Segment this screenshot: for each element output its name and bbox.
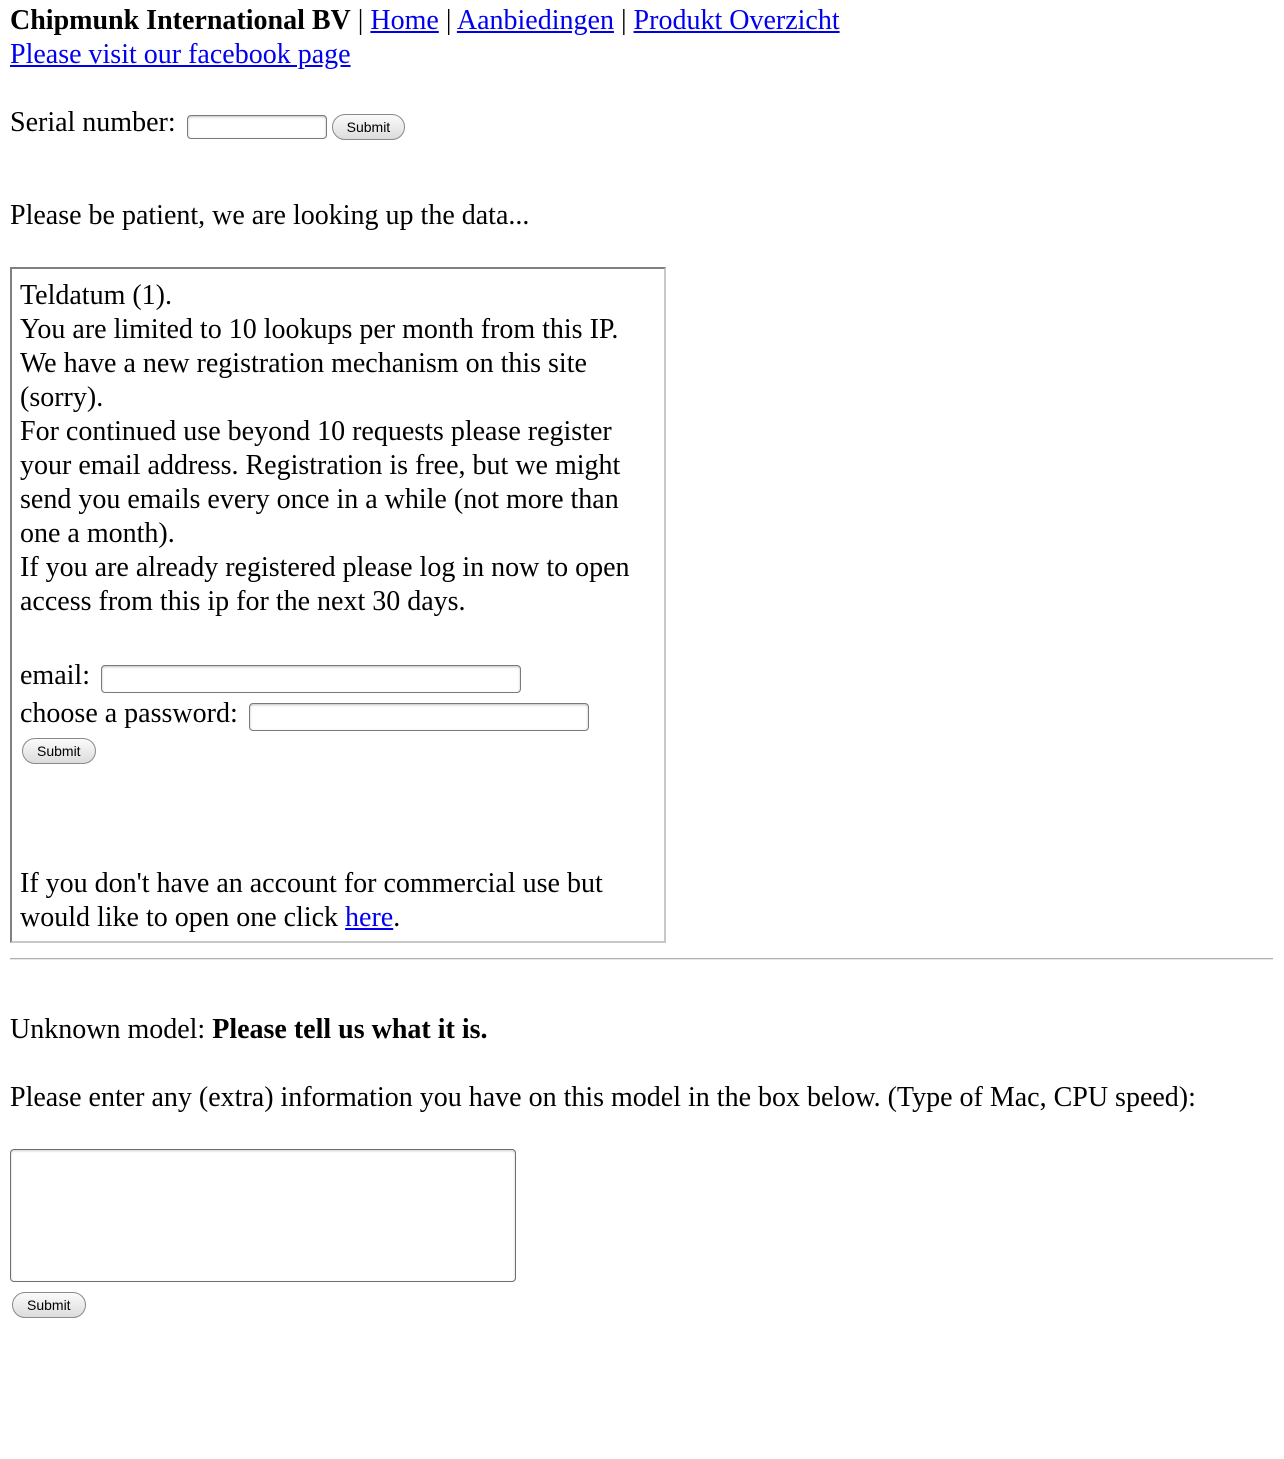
limit-text: You are limited to 10 lookups per month from this IP. bbox=[20, 314, 619, 345]
commercial-account-link[interactable]: here bbox=[345, 902, 394, 933]
serial-form bbox=[10, 106, 405, 140]
nav-separator: | bbox=[350, 5, 371, 36]
nav-separator: | bbox=[613, 5, 634, 36]
email-label: email: bbox=[20, 660, 90, 691]
model-info-submit-button[interactable]: Submit bbox=[12, 1292, 86, 1318]
facebook-row bbox=[10, 38, 1274, 72]
brand-name: Chipmunk International BV bbox=[10, 5, 351, 36]
register-info-text: For continued use beyond 10 requests please register your email address. Registration is free, but we might send you emails every once in a while (not more than one a month). bbox=[20, 416, 621, 549]
divider bbox=[10, 958, 1273, 960]
product-overview-link[interactable]: Produkt Overzicht bbox=[633, 5, 840, 36]
commercial-account-text bbox=[20, 867, 656, 935]
commercial-account-end: . bbox=[393, 902, 401, 933]
offers-link[interactable]: Aanbiedingen bbox=[456, 5, 614, 36]
loading-message: Please be patient, we are looking up the data... bbox=[10, 200, 530, 231]
home-link[interactable]: Home bbox=[370, 5, 439, 36]
serial-input[interactable] bbox=[187, 115, 327, 139]
unknown-model-prompt: Please tell us what it is. bbox=[212, 1014, 488, 1045]
extra-info-prompt: Please enter any (extra) information you have on this model in the box below. (Type of Mac, CPU speed): bbox=[10, 1082, 1196, 1113]
email-input[interactable] bbox=[101, 665, 521, 693]
header-nav bbox=[10, 4, 1274, 72]
nav-separator: | bbox=[438, 5, 457, 36]
unknown-model-line bbox=[10, 1013, 488, 1047]
teldatum-text: Teldatum (1). bbox=[20, 280, 172, 311]
serial-submit-button[interactable]: Submit bbox=[332, 114, 406, 140]
login-info-text: If you are already registered please log in now to open access from this ip for the next 30 days. bbox=[20, 552, 630, 617]
email-row bbox=[20, 657, 656, 695]
password-input[interactable] bbox=[249, 703, 589, 731]
password-label: choose a password: bbox=[20, 698, 238, 729]
nav-row bbox=[10, 4, 1274, 38]
facebook-link[interactable]: Please visit our facebook page bbox=[10, 39, 351, 70]
password-row bbox=[20, 695, 656, 733]
commercial-account-label: If you don't have an account for commercial use but would like to open one click bbox=[20, 868, 603, 933]
lookup-limit-box bbox=[10, 267, 666, 943]
model-info-textarea[interactable] bbox=[10, 1149, 516, 1282]
serial-label: Serial number: bbox=[10, 107, 176, 138]
registration-text: We have a new registration mechanism on this site (sorry). bbox=[20, 348, 587, 413]
login-submit-button[interactable]: Submit bbox=[22, 738, 96, 764]
unknown-model-label: Unknown model: bbox=[10, 1014, 213, 1045]
